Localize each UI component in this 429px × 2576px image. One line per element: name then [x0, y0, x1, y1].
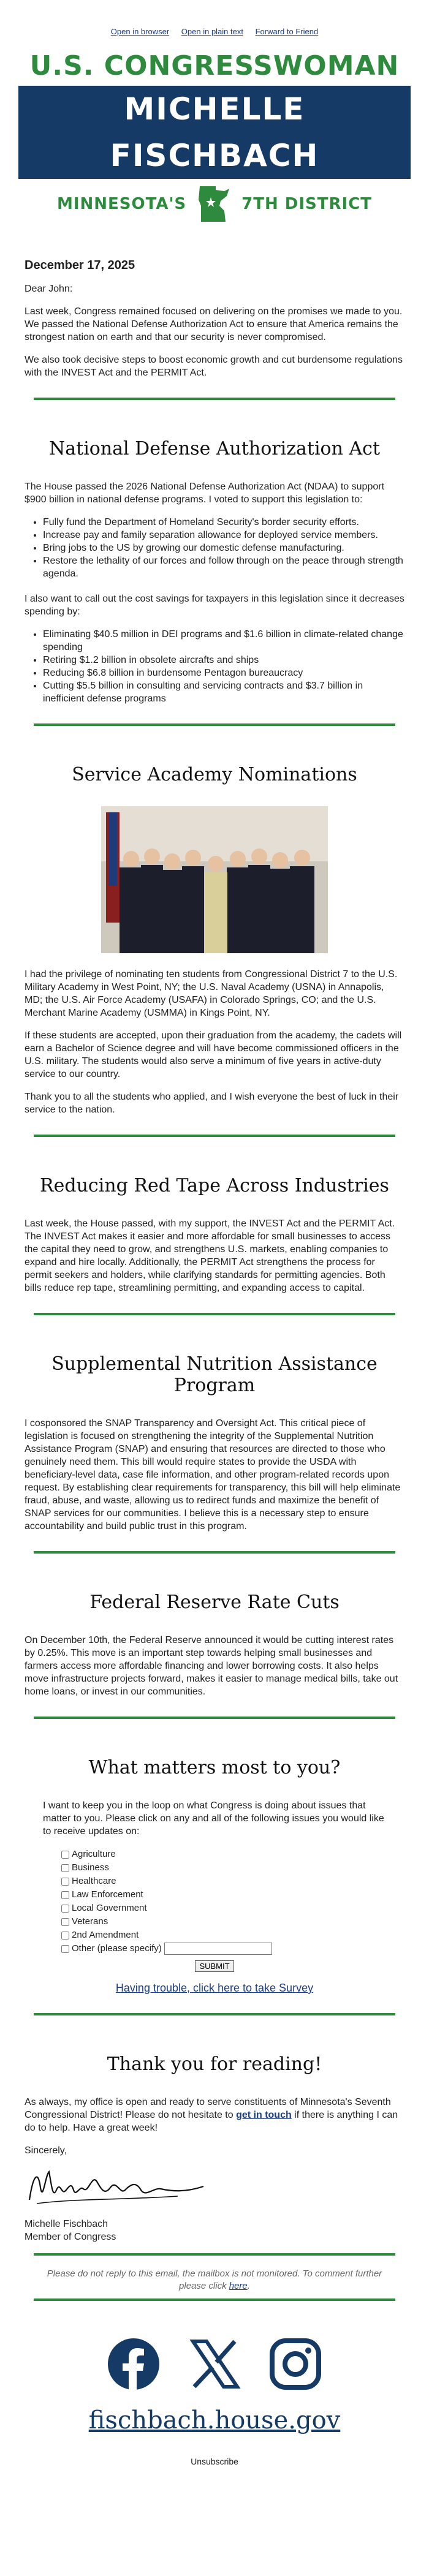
nominees-group-photo — [101, 806, 328, 953]
survey-help — [43, 1982, 386, 1995]
business-checkbox[interactable] — [61, 1864, 69, 1872]
list-item: • Eliminating $40.5 million in DEI programs and $1.6 billion in climate-related change spending — [43, 628, 404, 654]
survey-option: Other (please specify) — [61, 1942, 386, 1955]
fed-section — [25, 1592, 404, 1698]
survey-option: Local Government — [61, 1902, 386, 1915]
fed-title: Federal Reserve Rate Cuts — [89, 1592, 340, 1613]
list-item: • Bring jobs to the US by growing our domestic defense manufacturing. — [43, 542, 404, 554]
social-links — [0, 2338, 429, 2390]
ndaa-section — [25, 438, 404, 705]
ndaa-list-2 — [25, 628, 404, 705]
ndaa-title: National Defense Authorization Act — [49, 438, 380, 459]
list-item: • Fully fund the Department of Homeland Security's border security efforts. — [43, 516, 404, 529]
survey-option: Veterans — [61, 1915, 386, 1928]
instagram-icon[interactable] — [269, 2338, 322, 2390]
section-divider — [34, 2253, 395, 2256]
section-divider — [34, 1135, 395, 1137]
law-enforcement-checkbox[interactable] — [61, 1891, 69, 1899]
website-link[interactable]: fischbach.house.gov — [88, 2406, 341, 2434]
healthcare-checkbox[interactable] — [61, 1878, 69, 1886]
survey-intro: I want to keep you in the loop on what Congress is doing about issues that matter to you. Please click on any and all of the following issues you would like to receive updates on: — [43, 1800, 384, 1837]
snap-section — [25, 1353, 404, 1533]
academy-paragraph-1: I had the privilege of nominating ten students from Congressional District 7 to the U.S. Military Academy in West Point, NY; the U.S. Naval Academy (USNA) in Annapolis, MD; the U.S. Air Force Academy (USAFA) in Colorado Springs, CO; and the U.S. Merchant Marine Academy (USMMA) in Kings Point, NY. — [25, 969, 398, 1018]
website-footer — [0, 2406, 429, 2434]
banner-state-label: MINNESOTA'S — [56, 195, 187, 213]
open-plain-text-link[interactable]: Open in plain text — [181, 27, 243, 36]
section-divider — [34, 398, 395, 400]
open-in-browser-link[interactable]: Open in browser — [110, 27, 170, 36]
closing-title: Thank you for reading! — [107, 2053, 322, 2075]
survey-option: Agriculture — [61, 1848, 386, 1861]
list-item: • Increase pay and family separation allowance for deployed service members. — [43, 529, 404, 542]
section-divider — [34, 2013, 395, 2015]
banner-title-line1: U.S. CONGRESSWOMAN — [29, 50, 400, 81]
section-divider — [34, 2298, 395, 2301]
survey-option: 2nd Amendment — [61, 1928, 386, 1942]
closing-paragraph: As always, my office is open and ready to serve constituents of Minnesota's Seventh Congressional District! Please do not hesitate to get in touch if there is anything I can do to help. Have a great week! — [25, 2097, 398, 2133]
survey-option: Business — [61, 1861, 386, 1875]
intro-paragraph-2: We also took decisive steps to boost economic growth and cut burdensome regulations with the INVEST Act and the PERMIT Act. — [25, 355, 403, 378]
agriculture-checkbox[interactable] — [61, 1851, 69, 1859]
x-icon[interactable] — [188, 2338, 241, 2390]
section-divider — [34, 1717, 395, 1719]
other-checkbox[interactable] — [61, 1945, 69, 1953]
list-item: • Retiring $1.2 billion in obsolete aircrafts and ships — [43, 654, 404, 667]
second-amendment-checkbox[interactable] — [61, 1932, 69, 1940]
survey-title: What matters most to you? — [88, 1757, 341, 1778]
snap-paragraph: I cosponsored the SNAP Transparency and Oversight Act. This critical piece of legislation is focused on strengthening the integrity of the Supplemental Nutrition Assistance Program (SNAP) and ensuring that resources are directed to those who genuinely need them. This bill would require states to provide the USDA with beneficiary-level data, case file information, and other program-related records upon request. By establishing clear requirements for transparency, this bill will help eliminate fraud, abuse, and waste, allowing us to redirect funds and maximize the benefit of SNAP services for our communities. I believe this is a necessary step to ensure accountability and build public trust in this program. — [25, 1418, 401, 1532]
survey-options — [61, 1848, 386, 1955]
comment-here-link[interactable]: here — [229, 2281, 248, 2291]
signer-role: Member of Congress — [25, 2232, 116, 2242]
banner-name-box: MICHELLE FISCHBACH — [18, 86, 411, 179]
survey-option: Law Enforcement — [61, 1888, 386, 1902]
local-government-checkbox[interactable] — [61, 1905, 69, 1913]
take-survey-link[interactable]: Having trouble, click here to take Survey — [115, 1982, 314, 1994]
footer-note — [25, 2268, 404, 2292]
newsletter-date: December 17, 2025 — [25, 259, 135, 272]
academy-paragraph-2: If these students are accepted, upon their graduation from the academy, the cadets will earn a Bachelor of Science degree and will have become commissioned officers in the U.S. military. The students would also serve a minimum of five years in active-duty service to our country. — [25, 1030, 402, 1079]
banner-district-label: 7TH DISTRICT — [241, 195, 373, 213]
survey-option: Healthcare — [61, 1875, 386, 1888]
ndaa-paragraph-1: The House passed the 2026 National Defense Authorization Act (NDAA) to support $900 billion in national defense programs. I voted to support this legislation to: — [25, 482, 385, 505]
closing-section — [25, 2053, 404, 2243]
minnesota-map-icon — [197, 185, 230, 223]
other-specify-input[interactable] — [164, 1943, 272, 1955]
ndaa-list-1 — [25, 516, 404, 580]
list-item: • Restore the lethality of our forces and follow through on the peace through strength agenda. — [43, 554, 404, 580]
ndaa-paragraph-2: I also want to call out the cost savings for taxpayers in this legislation since it decreases spending by: — [25, 594, 404, 617]
facebook-icon[interactable] — [107, 2338, 160, 2390]
list-item: • Reducing $6.8 billion in burdensome Pentagon bureaucracy — [43, 667, 404, 679]
do-not-reply-note: Please do not reply to this email, the mailbox is not monitored. To comment further please click here. — [47, 2268, 382, 2291]
signer-name: Michelle Fischbach — [25, 2219, 108, 2229]
section-divider — [34, 1551, 395, 1554]
veterans-checkbox[interactable] — [61, 1918, 69, 1926]
banner-district-line — [0, 185, 429, 223]
intro-paragraph-1: Last week, Congress remained focused on delivering on the promises we made to you. We passed the National Defense Authorization Act to ensure that America remains the strongest nation on earth and that our security is never compromised. — [25, 306, 403, 342]
redtape-section — [25, 1175, 404, 1294]
intro-section — [25, 259, 404, 379]
section-divider — [34, 1313, 395, 1315]
greeting: Dear John: — [25, 284, 73, 294]
survey-form — [43, 1799, 386, 1995]
survey-section — [25, 1757, 404, 1995]
redtape-title: Reducing Red Tape Across Industries — [40, 1175, 389, 1196]
header-banner — [0, 50, 429, 223]
fed-paragraph: On December 10th, the Federal Reserve announced it would be cutting interest rates by 0.25%. This move is an important step towards helping small businesses and farmers access more affordable financing and lower borrowing costs. It also helps move infrastructure projects forward, makes it easier to manage medical bills, take out home loans, or invest in our communities. — [25, 1635, 398, 1697]
redtape-paragraph: Last week, the House passed, with my support, the INVEST Act and the PERMIT Act. The INVEST Act makes it easier and more affordable for small businesses to access the capital they need to grow, and strengthens U.S. markets, enabling companies to expand and hire locally. Additionally, the PERMIT Act strengthens the process for permit seekers and holders, while clarifying standards for permitting agencies. Both bills reduce rep tape, streamlining permitting, and expanding access to capital. — [25, 1218, 395, 1293]
signature-image — [25, 2163, 208, 2212]
group-photo-illustration — [101, 806, 328, 953]
list-item: • Cutting $5.5 billion in consulting and servicing contracts and $3.7 billion in inefficient defense programs — [43, 679, 404, 705]
survey-submit-button[interactable]: SUBMIT — [195, 1960, 233, 1972]
snap-title: Supplemental Nutrition Assistance Program — [51, 1353, 378, 1396]
top-links — [0, 0, 429, 39]
sincerely-text: Sincerely, — [25, 2145, 67, 2156]
section-divider — [34, 723, 395, 726]
academy-paragraph-3: Thank you to all the students who applied, and I wish everyone the best of luck in their service to the nation. — [25, 1092, 399, 1115]
get-in-touch-link[interactable]: get in touch — [236, 2110, 292, 2120]
academy-title: Service Academy Nominations — [72, 764, 357, 785]
forward-to-friend-link[interactable]: Forward to Friend — [255, 27, 319, 36]
academy-section — [25, 764, 404, 1116]
unsubscribe-link[interactable]: Unsubscribe — [191, 2457, 238, 2466]
